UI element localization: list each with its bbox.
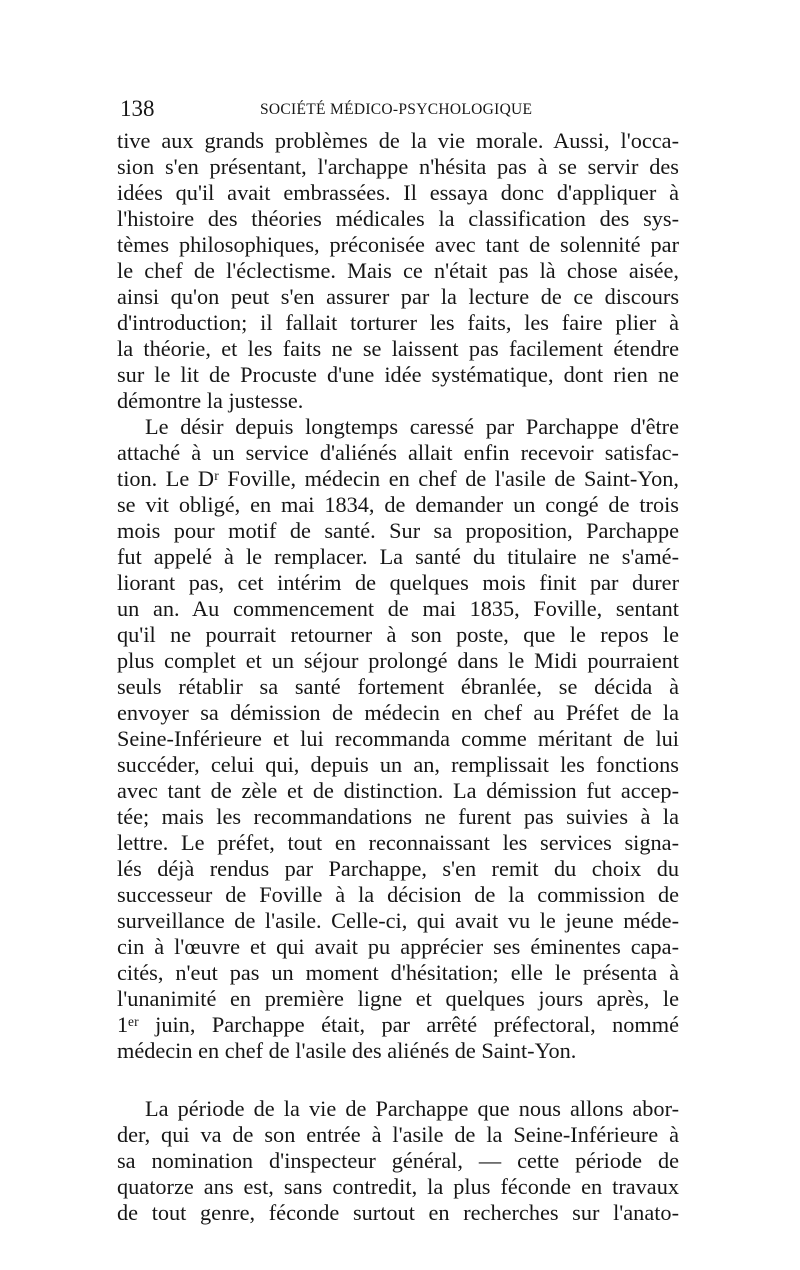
text-line: plus complet et un séjour prolongé dans le Midi pourraient [117, 648, 679, 673]
text-line: l'unanimité en première ligne et quelques jours après, le [117, 986, 679, 1011]
text-line: tive aux grands problèmes de la vie morale. Aussi, l'occa- [117, 128, 679, 153]
text-line: 1ᵉʳ juin, Parchappe était, par arrêté préfectoral, nommé [117, 1012, 679, 1037]
text-line: quatorze ans est, sans contredit, la plus féconde en travaux [117, 1174, 679, 1199]
text-line: tèmes philosophiques, préconisée avec tant de solennité par [117, 232, 679, 257]
text-line-indented: La période de la vie de Parchappe que nous allons abor- [145, 1096, 679, 1121]
text-line: successeur de Foville à la décision de la commission de [117, 882, 679, 907]
text-line: avec tant de zèle et de distinction. La démission fut accep- [117, 778, 679, 803]
text-line: démontre la justesse. [117, 388, 304, 413]
text-line: lettre. Le préfet, tout en reconnaissant les services signa- [117, 830, 679, 855]
running-head: SOCIÉTÉ MÉDICO-PSYCHOLOGIQUE [260, 101, 533, 118]
text-line: ainsi qu'on peut s'en assurer par la lecture de ce discours [117, 284, 679, 309]
text-line: cin à l'œuvre et qui avait pu apprécier ses éminentes capa- [117, 934, 679, 959]
text-line: de tout genre, féconde surtout en recherches sur l'anato- [117, 1200, 679, 1225]
text-line: idées qu'il avait embrassées. Il essaya donc d'appliquer à [117, 180, 679, 205]
text-line: se vit obligé, en mai 1834, de demander un congé de trois [117, 492, 679, 517]
text-line: sur le lit de Procuste d'une idée systématique, dont rien ne [117, 362, 679, 387]
text-line: un an. Au commencement de mai 1835, Foville, sentant [117, 596, 679, 621]
text-line: tion. Le Dʳ Foville, médecin en chef de l'asile de Saint-Yon, [117, 466, 679, 491]
text-line: surveillance de l'asile. Celle-ci, qui avait vu le jeune méde- [117, 908, 679, 933]
text-line: lés déjà rendus par Parchappe, s'en remit du choix du [117, 856, 679, 881]
page-number: 138 [120, 96, 155, 121]
text-line: der, qui va de son entrée à l'asile de la Seine-Inférieure à [117, 1122, 679, 1147]
text-line: sa nomination d'inspecteur général, — cette période de [117, 1148, 679, 1173]
text-line: cités, n'eut pas un moment d'hésitation; elle le présenta à [117, 960, 679, 985]
text-line: le chef de l'éclectisme. Mais ce n'était pas là chose aisée, [117, 258, 679, 283]
text-line-indented: Le désir depuis longtemps caressé par Parchappe d'être [145, 414, 679, 439]
text-line: succéder, celui qui, depuis un an, remplissait les fonctions [117, 752, 679, 777]
text-line: médecin en chef de l'asile des aliénés de Saint-Yon. [117, 1038, 577, 1063]
text-line: sion s'en présentant, l'archappe n'hésita pas à se servir des [117, 154, 679, 179]
text-line: envoyer sa démission de médecin en chef au Préfet de la [117, 700, 679, 725]
text-line: tée; mais les recommandations ne furent pas suivies à la [117, 804, 679, 829]
text-line: Seine-Inférieure et lui recommanda comme méritant de lui [117, 726, 679, 751]
text-line: seuls rétablir sa santé fortement ébranlée, se décida à [117, 674, 679, 699]
page-header [120, 94, 680, 124]
text-line: mois pour motif de santé. Sur sa proposition, Parchappe [117, 518, 679, 543]
text-line: fut appelé à le remplacer. La santé du titulaire ne s'amé- [117, 544, 679, 569]
text-line: la théorie, et les faits ne se laissent pas facilement étendre [117, 336, 679, 361]
text-line: liorant pas, cet intérim de quelques mois finit par durer [117, 570, 679, 595]
text-line: attaché à un service d'aliénés allait enfin recevoir satisfac- [117, 440, 679, 465]
text-line: l'histoire des théories médicales la classification des sys- [117, 206, 679, 231]
text-line: d'introduction; il fallait torturer les faits, les faire plier à [117, 310, 679, 335]
text-line: qu'il ne pourrait retourner à son poste, que le repos le [117, 622, 679, 647]
